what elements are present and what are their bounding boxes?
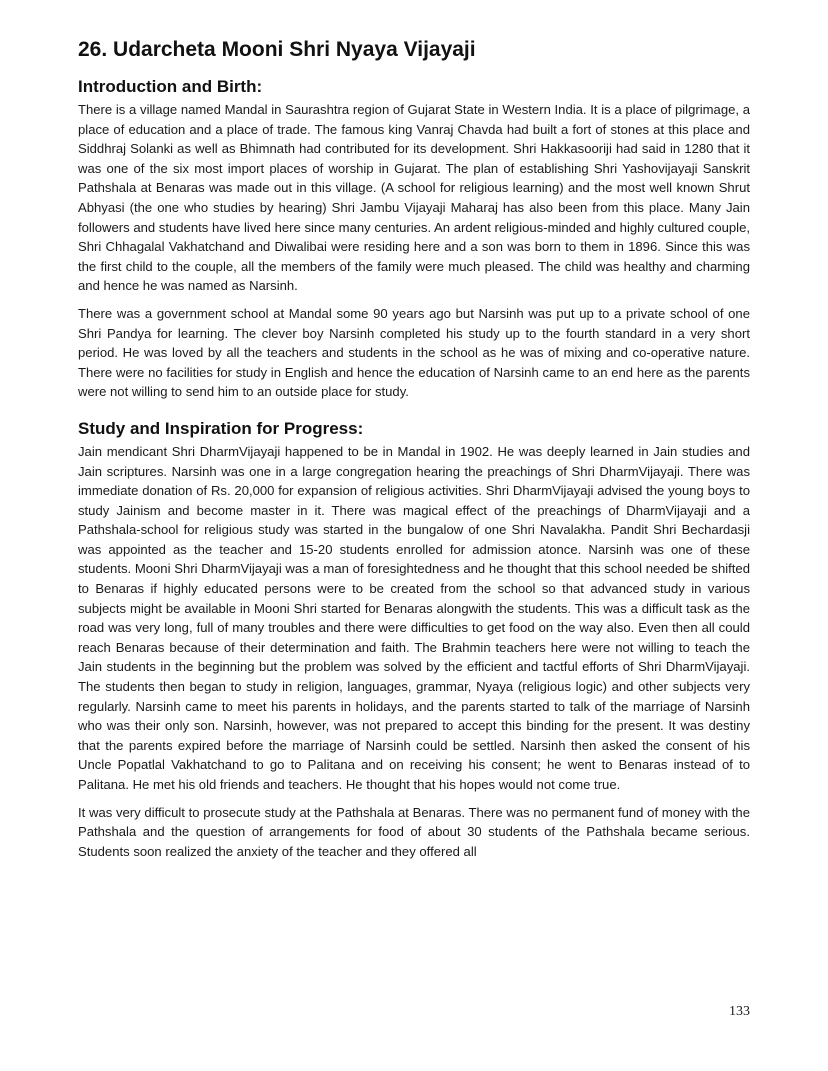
section-heading: Study and Inspiration for Progress:: [78, 418, 364, 438]
paragraph: It was very difficult to prosecute study at the Pathshala at Benaras. There was no permanent fund of money with the Pathshala and the question of arrangements for food of about 30 students of the Pathshala became serious. Students soon realized the anxiety of the teacher and they offered all: [78, 804, 750, 859]
document-page: [78, 36, 750, 869]
paragraph: There is a village named Mandal in Saurashtra region of Gujarat State in Western India. It is a place of pilgrimage, a place of education and a place of trade. The famous king Vanraj Chavda had built a fort of stones at this place and Siddhraj Solanki as well as Bhimnath had contributed for its development. Shri Hakkasooriji had said in 1280 that it was one of the six most import places of worship in Gujarat. The plan of establishing Shri Yashovijayaji Sanskrit Pathshala at Benaras was made out in this village. (A school for religious learning) and the most well known Shrut Abhyasi (the one who studies by hearing) Shri Jambu Vijayaji Maharaj has also been from this place. Many Jain followers and students have lived here since many centuries. An ardent religious-minded and highly cultured couple, Shri Chhagalal Vakhatchand and Diwalibai were residing here and a son was born to them in 1896. Since this was the first child to the couple, all the members of the family were much pleased. The child was healthy and charming and hence he was named as Narsinh.: [78, 102, 750, 294]
paragraph: Jain mendicant Shri DharmVijayaji happened to be in Mandal in 1902. He was deeply learned in Jain studies and Jain scriptures. Narsinh was one in a large congregation hearing the preachings of Shri DharmVijayaji. There was immediate donation of Rs. 20,000 for expansion of religious activities. Shri DharmVijayaji advised the young boys to study Jainism and become master in it. There was magical effect of the preachings of DharmVijayaji and a Pathshala-school for religious study was started in the bungalow of one Shri Navalakha. Pandit Shri Bechardasji was appointed as the teacher and 15-20 students enrolled for admission atonce. Narsinh was one of these students. Mooni Shri DharmVijayaji was a man of foresightedness and he thought that this school needed be shifted to Benaras if highly educated persons were to be created from the school so that advanced study in various subjects might be available in Mooni Shri started for Benaras alongwith the students. This was a difficult task as the road was very long, full of many troubles and there were difficulties to get food on the way also. Even then all could reach Benaras because of their determination and faith. The Brahmin teachers here were not willing to teach the Jain students in the beginning but the problem was solved by the efficient and tactful efforts of Shri DharmVijayaji. The students then began to study in religion, languages, grammar, Nyaya (religious logic) and other subjects very regularly. Narsinh came to meet his parents in holidays, and the parents started to talk of the marriage of Narsinh who was their only son. Narsinh, however, was not prepared to accept this binding for the present. It was destiny that the parents expired before the marriage of Narsinh could be settled. Narsinh then asked the consent of his Uncle Popatlal Vakhatchand to go to Palitana and on receiving his consent; he went to Benaras instead of to Palitana. He met his old friends and teachers. He thought that his hopes would not come true.: [78, 443, 750, 792]
paragraph: There was a government school at Mandal some 90 years ago but Narsinh was put up to a private school of one Shri Pandya for learning. The clever boy Narsinh completed his study up to the fourth standard in a very short period. He was loved by all the teachers and students in the school as he was of mixing and co-operative nature. There were no facilities for study in English and hence the education of Narsinh came to an end here as the parents were not willing to send him to an outside place for study.: [78, 305, 750, 400]
section-study-and-inspiration: [78, 418, 750, 861]
page-title: 26. Udarcheta Mooni Shri Nyaya Vijayaji: [78, 38, 476, 61]
section-heading: Introduction and Birth:: [78, 77, 263, 96]
page-number: 133: [729, 1004, 750, 1019]
section-introduction-and-birth: [78, 76, 750, 402]
